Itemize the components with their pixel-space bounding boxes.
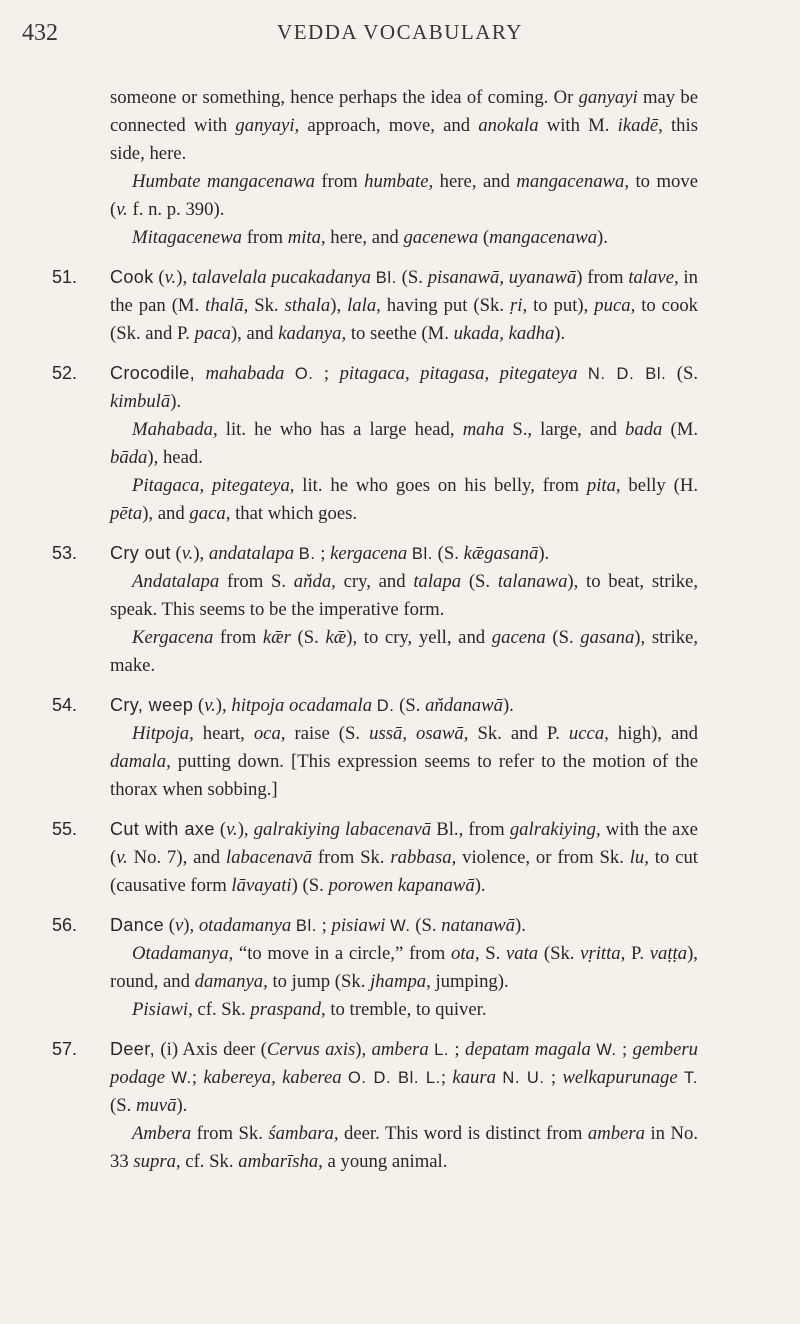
vocabulary-entry (0, 691, 800, 720)
text-run: ), round, and (110, 943, 698, 992)
etymology-paragraph (0, 224, 800, 252)
italic-term: kimbulā (110, 391, 171, 412)
italic-term: humbate, (364, 171, 434, 192)
etymology-paragraph (0, 720, 800, 804)
text-run (284, 363, 294, 384)
text-run: No. 7), and (127, 847, 226, 868)
text-run: (S. (410, 915, 442, 936)
italic-term: aňda, (293, 571, 336, 592)
text-run: (Sk. (538, 943, 581, 964)
italic-term: gacenewa (403, 227, 479, 248)
text-run: from Sk. (191, 1123, 269, 1144)
italic-term: kadanya, (278, 323, 347, 344)
italic-term: kabereya, kaberea (203, 1067, 342, 1088)
text-run (195, 363, 205, 384)
italic-term: mangacenawa, (516, 171, 630, 192)
italic-term: muvā (135, 1095, 177, 1116)
italic-term: aňdanawā (425, 695, 503, 716)
source-abbreviation: L. (434, 1041, 450, 1059)
text-run: ; (191, 1067, 204, 1088)
text-run: ), (193, 543, 209, 564)
text-run: ). (515, 915, 526, 936)
italic-term: bāda (110, 447, 148, 468)
text-run: ) from (576, 267, 629, 288)
text-run: may be connected with (110, 87, 699, 136)
vocabulary-entry (0, 1035, 800, 1120)
text-run: putting down. [This expression seems to refer to the motion of the thorax when sobbing.] (110, 751, 698, 800)
text-run: jumping). (430, 971, 509, 992)
italic-term: damala, (110, 751, 171, 772)
italic-term: jhampa, (370, 971, 431, 992)
text-run: ), to beat, strike, speak. This seems to be the imperative form. (110, 571, 699, 620)
source-abbreviation: Bl. (411, 545, 433, 563)
vocabulary-entry (0, 359, 800, 416)
text-run: ; (313, 363, 340, 384)
text-run: belly (H. (620, 475, 698, 496)
etymology-paragraph (0, 472, 800, 528)
etymology-paragraph (0, 624, 800, 680)
etymology-paragraph (0, 168, 800, 224)
entry-headword: Dance (110, 915, 165, 935)
italic-term: Cervus axis (266, 1039, 356, 1060)
italic-term: rabbasa, (390, 847, 457, 868)
text-run: Bl., from (431, 819, 510, 840)
italic-term: mahabada (205, 363, 285, 384)
vocabulary-entry (0, 815, 800, 900)
italic-term: otadamanya (198, 915, 292, 936)
italic-term: bada (625, 419, 663, 440)
text-run: here, and (433, 171, 517, 192)
vocabulary-entry (0, 263, 800, 348)
entry-headword: Crocodile, (110, 363, 196, 383)
italic-term: vaṭṭa (649, 943, 688, 964)
italic-term: lu, (629, 847, 649, 868)
italic-term: vata (505, 943, 539, 964)
italic-term: oca, (253, 723, 286, 744)
text-run: a young animal. (322, 1151, 448, 1172)
text-run: ), (330, 295, 348, 316)
italic-term: kergacena (330, 543, 408, 564)
text-run: ( (153, 267, 165, 288)
italic-term: Otadamanya, (132, 943, 234, 964)
italic-term: ikadē, (617, 115, 663, 136)
italic-term: gacena (491, 627, 546, 648)
italic-term: talanawa (497, 571, 568, 592)
italic-term: kǣ (325, 627, 347, 648)
italic-term: ussā, osawā, (369, 723, 469, 744)
text-run: someone or something, hence perhaps the idea of coming. Or (110, 87, 579, 108)
italic-term: ukada, kadha (453, 323, 555, 344)
text-run: ), (355, 1039, 372, 1060)
source-abbreviation: W. (596, 1041, 617, 1059)
text-run: ), (176, 267, 192, 288)
italic-term: v. (164, 267, 177, 288)
text-run: ; (616, 1039, 633, 1060)
entry-headword: Deer, (110, 1039, 156, 1059)
text-run: Sk. (248, 295, 285, 316)
italic-term: Mitagacenewa (132, 227, 243, 248)
italic-term: depatam magala (465, 1039, 591, 1060)
text-run: in the pan (M. (110, 267, 698, 316)
text-run: heart, (193, 723, 254, 744)
italic-term: Ambera (132, 1123, 192, 1144)
italic-term: natanawā (441, 915, 515, 936)
italic-term: pita, (586, 475, 621, 496)
italic-term: galrakiying labacenavā (253, 819, 432, 840)
text-run: ). (502, 695, 514, 716)
italic-term: Pitagaca, pitegateya, (132, 475, 295, 496)
italic-term: mita, (287, 227, 326, 248)
text-run: cry, and (335, 571, 414, 592)
text-run: ). (170, 391, 182, 412)
italic-term: kaura (452, 1067, 496, 1088)
source-abbreviation: W. (171, 1069, 192, 1087)
italic-term: v. (116, 199, 128, 220)
text-run: Sk. and P. (468, 723, 569, 744)
italic-term: v (174, 915, 184, 936)
italic-term: gaca, (189, 503, 231, 524)
entry-headword: Cut with axe (110, 819, 215, 839)
text-run: ; (316, 915, 332, 936)
italic-term: hitpoja ocadamala (231, 695, 373, 716)
entry-number: 57. (52, 1039, 78, 1059)
text-run: ), (215, 695, 232, 716)
italic-term: ambera (587, 1123, 645, 1144)
italic-term: vṛitta, (580, 943, 626, 964)
text-run: (S. (290, 627, 326, 648)
italic-term: ucca, (568, 723, 609, 744)
text-run: from (314, 171, 365, 192)
italic-term: Kergacena (132, 627, 214, 648)
italic-term: talapa (413, 571, 462, 592)
italic-term: talavelala pucakadanya (191, 267, 372, 288)
text-run: ; (449, 1039, 465, 1060)
text-run: (S. (666, 363, 699, 384)
text-run (577, 363, 587, 384)
italic-term: pisanawā, uyanawā (427, 267, 577, 288)
text-run: to jump (Sk. (267, 971, 371, 992)
text-run: to put), (527, 295, 595, 316)
text-run: from (242, 227, 288, 248)
text-run: “to move in a circle,” from (233, 943, 451, 964)
italic-term: gasana (580, 627, 635, 648)
italic-term: Humbate mangacenawa (132, 171, 315, 192)
running-head: VEDDA VOCABULARY (277, 20, 523, 44)
text-run: ; (315, 543, 331, 564)
text-run: ), to cry, yell, and (346, 627, 492, 648)
italic-term: ṛi, (509, 295, 528, 316)
text-run: (S. (394, 695, 426, 716)
source-abbreviation: N. D. Bl. (587, 365, 667, 383)
italic-term: anokala (478, 115, 539, 136)
source-abbreviation: D. (376, 697, 395, 715)
text-run: this side, here. (110, 115, 698, 164)
source-abbreviation: W. (390, 917, 411, 935)
italic-term: maha (462, 419, 505, 440)
entry-number: 51. (52, 267, 78, 287)
text-run: (S. (396, 267, 428, 288)
italic-term: lāvayati (231, 875, 292, 896)
text-run: here, and (325, 227, 404, 248)
italic-term: pisiawi (331, 915, 386, 936)
text-run: to tremble, to quiver. (325, 999, 487, 1020)
text-run: having put (Sk. (380, 295, 510, 316)
text-run: to cook (Sk. and P. (110, 295, 699, 344)
italic-term: Andatalapa (132, 571, 220, 592)
etymology-paragraph (0, 1120, 800, 1176)
text-run: ; (440, 1067, 453, 1088)
text-run: with M. (538, 115, 618, 136)
italic-term: ambera (371, 1039, 429, 1060)
text-run: ). (597, 227, 608, 248)
italic-term: galrakiying, (509, 819, 601, 840)
text-run: (S. (461, 571, 498, 592)
text-run: ( (214, 819, 227, 840)
text-run: lit. he who has a large head, (217, 419, 463, 440)
vocabulary-text (0, 84, 800, 1176)
text-run: in No. 33 (110, 1123, 699, 1172)
text-run: that which goes. (230, 503, 358, 524)
text-run: ( (164, 915, 175, 936)
italic-term: Hitpoja, (132, 723, 194, 744)
text-run: S., large, and (504, 419, 626, 440)
text-run: ( (193, 695, 205, 716)
entry-number: 56. (52, 915, 78, 935)
text-run: P. (625, 943, 650, 964)
entry-headword: Cook (110, 267, 154, 287)
entry-number: 52. (52, 363, 78, 383)
italic-term: gemberu podage (110, 1039, 699, 1088)
text-run: ), head. (147, 447, 203, 468)
italic-term: ota, (450, 943, 480, 964)
source-abbreviation: B. (298, 545, 316, 563)
text-run: raise (S. (285, 723, 370, 744)
vocabulary-entry (0, 911, 800, 940)
italic-term: damanya, (194, 971, 268, 992)
etymology-paragraph (0, 568, 800, 624)
italic-term: supra, (133, 1151, 181, 1172)
text-run: ). (176, 1095, 188, 1116)
text-run: ; (544, 1067, 563, 1088)
text-run: (S. (432, 543, 464, 564)
italic-term: kǣr (262, 627, 291, 648)
text-run: from Sk. (312, 847, 391, 868)
text-run: (i) Axis deer ( (155, 1039, 267, 1060)
etymology-paragraph (0, 940, 800, 996)
vocabulary-entry (0, 539, 800, 568)
italic-term: kǣgasanā (463, 543, 539, 564)
text-run: ), and (142, 503, 190, 524)
etymology-paragraph (0, 996, 800, 1024)
entry-number: 54. (52, 695, 78, 715)
text-run: f. n. p. 390). (127, 199, 225, 220)
italic-term: ambarīsha, (238, 1151, 323, 1172)
source-abbreviation: O. (294, 365, 314, 383)
italic-term: thalā, (205, 295, 249, 316)
italic-term: labacenavā (225, 847, 313, 868)
text-run: violence, or from Sk. (456, 847, 630, 868)
text-run: ), (237, 819, 254, 840)
text-run: to seethe (M. (346, 323, 454, 344)
source-abbreviation: Bl. (375, 269, 397, 287)
italic-term: v. (226, 819, 238, 840)
italic-term: paca (194, 323, 231, 344)
text-run: to move ( (110, 171, 698, 220)
text-run: (S. (110, 1095, 136, 1116)
text-run: S. (479, 943, 506, 964)
text-run: ). (474, 875, 486, 896)
text-run: from (213, 627, 263, 648)
text-run: ), strike, make. (110, 627, 699, 676)
text-run: ), and (230, 323, 279, 344)
entry-number: 53. (52, 543, 78, 563)
italic-term: puca, (594, 295, 636, 316)
entry-headword: Cry, weep (110, 695, 194, 715)
italic-term: v. (181, 543, 194, 564)
text-run: ). (554, 323, 566, 344)
text-run: (S. (545, 627, 581, 648)
entry-number: 55. (52, 819, 78, 839)
italic-term: porowen kapanawā (328, 875, 475, 896)
source-abbreviation: T. (684, 1069, 699, 1087)
text-run: deer. This word is distinct from (338, 1123, 588, 1144)
continuation-paragraph (0, 84, 800, 168)
italic-term: ganyayi, (235, 115, 300, 136)
text-run: ), (183, 915, 199, 936)
italic-term: pēta (110, 503, 143, 524)
source-abbreviation: N. U. (502, 1069, 545, 1087)
italic-term: Pisiawi, (132, 999, 193, 1020)
text-run: cf. Sk. (180, 1151, 239, 1172)
text-run: ) (S. (291, 875, 329, 896)
italic-term: lala, (347, 295, 381, 316)
text-run: (M. (662, 419, 699, 440)
italic-term: pitagaca, pitagasa, pitegateya (339, 363, 578, 384)
italic-term: ganyayi (578, 87, 638, 108)
text-run: high), and (608, 723, 698, 744)
italic-term: welkapurunage (562, 1067, 678, 1088)
text-run: ( (170, 543, 182, 564)
italic-term: andatalapa (208, 543, 295, 564)
italic-term: v. (204, 695, 216, 716)
text-run: from S. (219, 571, 294, 592)
source-abbreviation: Bl. (295, 917, 317, 935)
italic-term: v. (116, 847, 128, 868)
text-run: approach, move, and (299, 115, 479, 136)
text-run: to cut (causative form (110, 847, 698, 896)
italic-term: sthala (284, 295, 331, 316)
italic-term: talave, (628, 267, 679, 288)
page-number: 432 (22, 20, 58, 46)
text-run: ). (538, 543, 550, 564)
entry-headword: Cry out (110, 543, 171, 563)
etymology-paragraph (0, 416, 800, 472)
italic-term: śambara, (268, 1123, 339, 1144)
italic-term: praspand, (250, 999, 326, 1020)
text-run: cf. Sk. (192, 999, 251, 1020)
text-run: ( (478, 227, 490, 248)
italic-term: mangacenawa (489, 227, 598, 248)
italic-term: Mahabada, (132, 419, 218, 440)
source-abbreviation: O. D. Bl. L. (347, 1069, 441, 1087)
text-run: with the axe ( (110, 819, 698, 868)
text-run: lit. he who goes on his belly, from (294, 475, 587, 496)
